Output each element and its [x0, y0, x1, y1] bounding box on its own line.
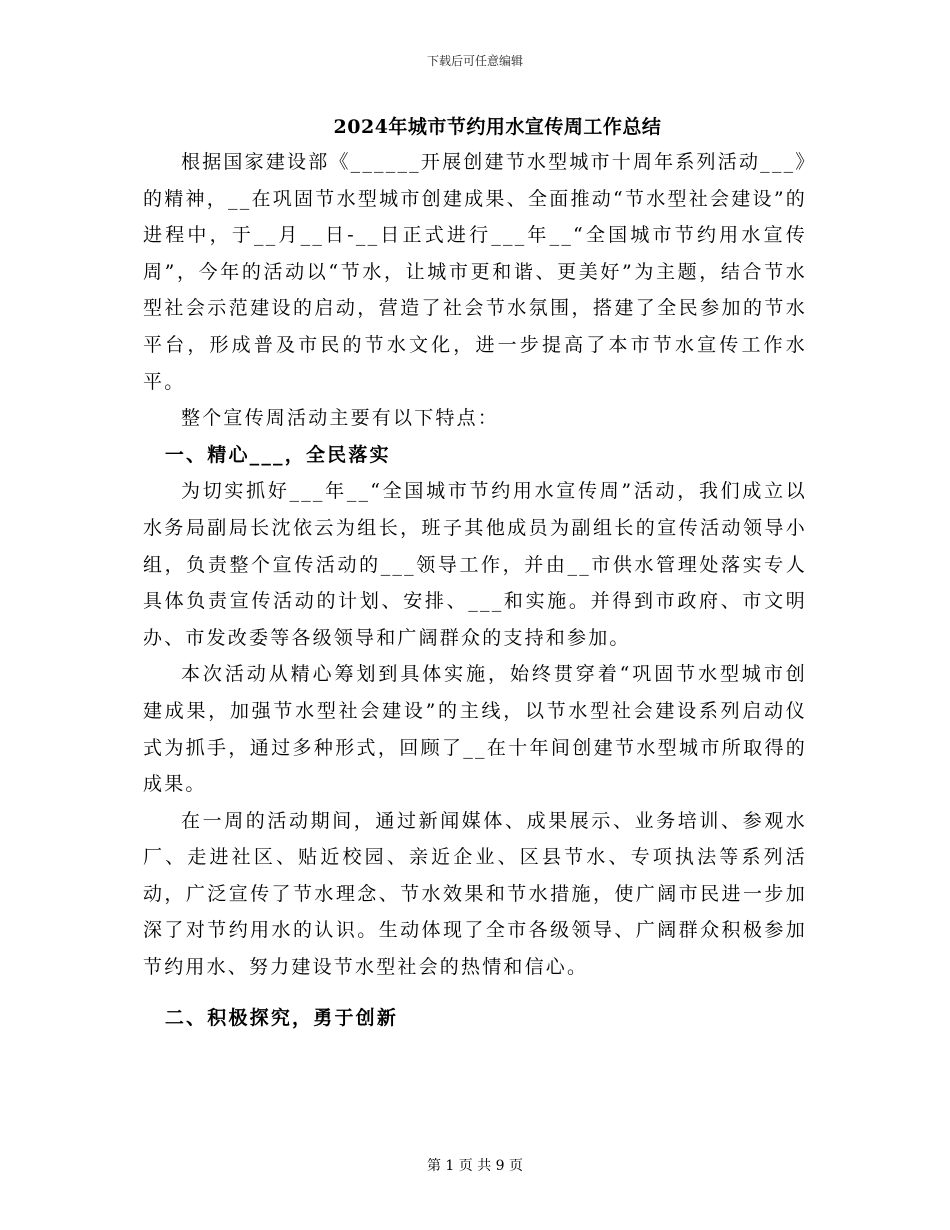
page-footer: 第 1 页 共 9 页: [426, 1158, 524, 1174]
section-1-paragraph: 在一周的活动期间，通过新闻媒体、成果展示、业务培训、参观水厂、走进社区、贴近校园、亲近企业、区县节水、专项执法等系列活动，广泛宣传了节水理念、节水效果和节水措施，使广阔市民进一步加深了对节约用水的认识。生动体现了全市各级领导、广阔群众积极参加节约用水、努力建设节水型社会的热情和信心。: [143, 809, 807, 979]
section-2-heading: 二、积极探究，勇于创新: [164, 1006, 399, 1029]
document-title: 2024年城市节约用水宣传周工作总结: [333, 116, 662, 138]
document-body: [143, 144, 807, 1036]
features-intro-paragraph: 整个宣传周活动主要有以下特点：: [181, 407, 500, 430]
section-1-paragraph: 为切实抓好___年__“全国城市节约用水宣传周”活动，我们成立以水务局副局长沈依云为组长，班子其他成员为副组长的宣传活动领导小组，负责整个宣传活动的___领导工作，并由__市供水管理处落实专人具体负责宣传活动的计划、安排、___和实施。并得到市政府、市文明办、市发改委等各级领导和广阔群众的支持和参加。: [143, 480, 807, 649]
section-1-heading: 一、精心___，全民落实: [164, 443, 391, 466]
section-1-paragraph: 本次活动从精心筹划到具体实施，始终贯穿着“巩固节水型城市创建成果，加强节水型社会建设”的主线，以节水型社会建设系列启动仪式为抓手，通过多种形式，回顾了__在十年间创建节水型城市所取得的成果。: [143, 663, 807, 796]
header-note: 下载后可任意编辑: [426, 54, 523, 68]
intro-paragraph: 根据国家建设部《______开展创建节水型城市十周年系列活动___》的精神，__在巩固节水型城市创建成果、全面推动“节水型社会建设”的进程中，于__月__日-__日正式进行___年__“全国城市节约用水宣传周”，今年的活动以“节水，让城市更和谐、更美好”为主题，结合节水型社会示范建设的启动，营造了社会节水氛围，搭建了全民参加的节水平台，形成普及市民的节水文化，进一步提高了本市节水宣传工作水平。: [143, 151, 807, 393]
